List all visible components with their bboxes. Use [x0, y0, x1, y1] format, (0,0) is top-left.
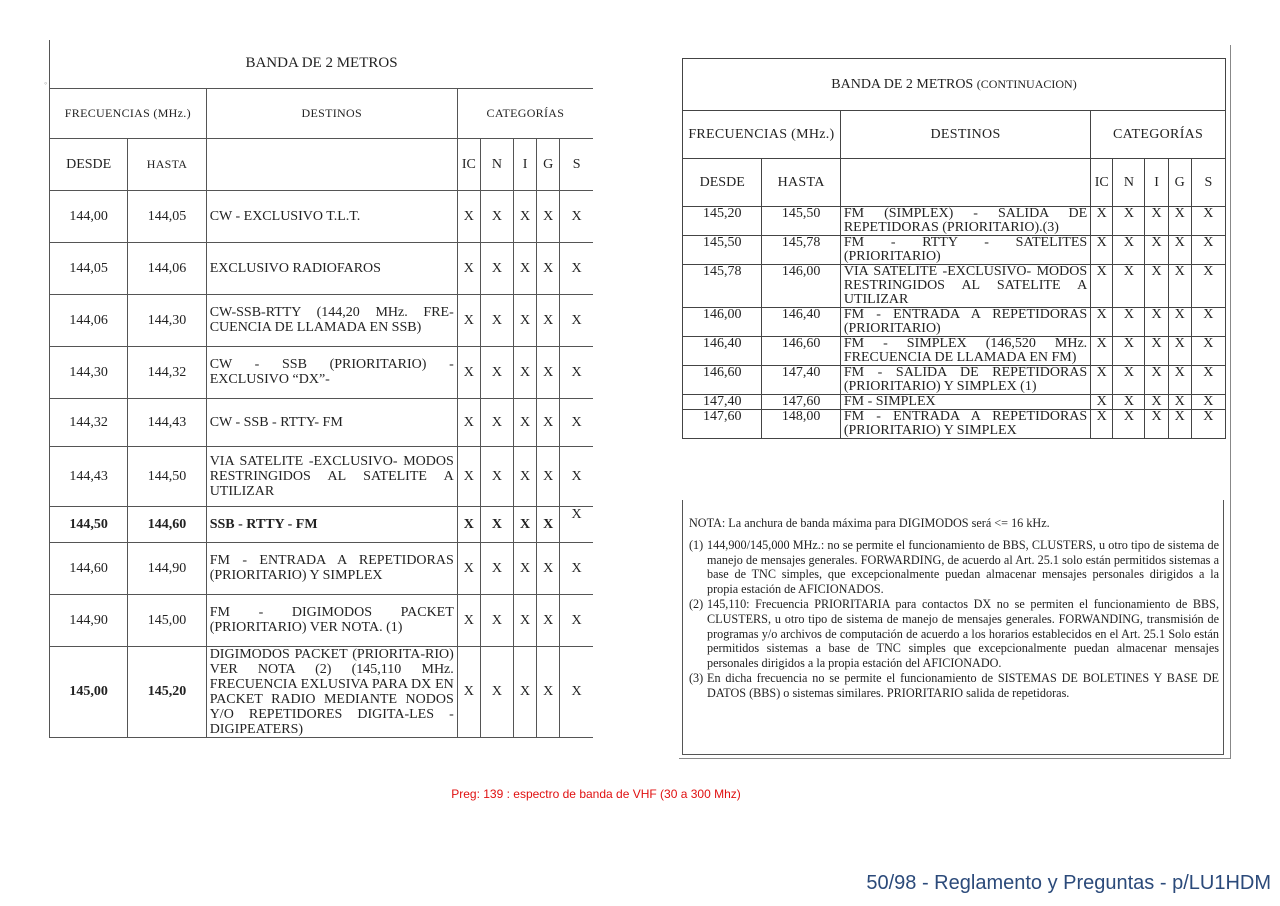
left-table-row: [50, 446, 594, 506]
row-cat-ic: X: [457, 646, 480, 737]
note-item: [689, 671, 1219, 701]
row-cat-n: X: [1113, 337, 1145, 366]
right-title-main: BANDA DE 2 METROS: [831, 77, 974, 92]
row-cat-i: X: [514, 506, 537, 542]
row-to: 146,60: [762, 337, 840, 366]
row-cat-n: X: [1113, 265, 1145, 308]
row-cat-g: X: [537, 646, 560, 737]
row-cat-ic: X: [457, 190, 480, 242]
row-cat-n: X: [1113, 236, 1145, 265]
row-from: 144,30: [50, 346, 128, 398]
row-cat-ic: X: [1091, 308, 1113, 337]
row-cat-ic: X: [457, 242, 480, 294]
row-to: 147,40: [762, 366, 840, 395]
row-cat-g: X: [537, 294, 560, 346]
note-general: NOTA: La anchura de banda máxima para DIGIMODOS será <= 16 kHz.: [689, 516, 1050, 530]
right-table-row: [683, 395, 1226, 410]
row-cat-s: X: [1191, 308, 1225, 337]
row-cat-i: X: [1145, 236, 1168, 265]
row-cat-s: X: [560, 294, 593, 346]
row-destination: DIGIMODOS PACKET (PRIORITA-RIO) VER NOTA (2) (145,110 MHz. FRECUENCIA EXLUSIVA PARA DX EN PACKET RADIO MEDIANTE NODOS Y/O REPETIDORES DIGITA-LES - DIGIPEATERS): [206, 646, 457, 737]
row-cat-g: X: [1168, 308, 1191, 337]
note-text: 145,110: Frecuencia PRIORITARIA para contactos DX no se permiten el funcionamiento de BBS, CLUSTERS, u otro tipo de sistema de manejo de mensajes generales. FORWANDING, transmisión de programas y/o archivos de computación de acuerdo a los horarios establecidos en el Art. 25.1 Solo están permitidos sistemas a base de TNC simples que excepcionalmente puedan almacenar mensajes personales dirigidos a la propia estación del AFICIONADO.: [707, 596, 1219, 671]
row-cat-n: X: [480, 646, 513, 737]
note-item: [689, 538, 1219, 597]
row-to: 144,05: [128, 190, 206, 242]
row-cat-ic: X: [1091, 366, 1113, 395]
note-number: (2): [689, 596, 704, 611]
row-cat-i: X: [514, 446, 537, 506]
row-cat-i: X: [1145, 265, 1168, 308]
row-cat-s: X: [560, 542, 593, 594]
left-header-i: I: [514, 138, 537, 190]
left-header-to: HASTA: [128, 138, 206, 190]
right-table-row: [683, 308, 1226, 337]
right-header-from: DESDE: [683, 159, 762, 207]
right-table-row: [683, 236, 1226, 265]
row-destination: EXCLUSIVO RADIOFAROS: [206, 242, 457, 294]
right-header-frequencies: FRECUENCIAS (MHz.): [683, 111, 841, 159]
row-cat-g: X: [1168, 265, 1191, 308]
row-cat-n: X: [480, 446, 513, 506]
right-header-to: HASTA: [762, 159, 840, 207]
row-cat-ic: X: [457, 542, 480, 594]
right-table-row: [683, 207, 1226, 236]
row-destination: FM - SALIDA DE REPETIDORAS (PRIORITARIO) Y SIMPLEX (1): [840, 366, 1090, 395]
row-cat-n: X: [480, 594, 513, 646]
right-title-suffix: (CONTINUACION): [976, 77, 1077, 91]
row-cat-s: X: [1191, 337, 1225, 366]
left-table-row: [50, 398, 594, 446]
row-cat-n: X: [1113, 366, 1145, 395]
row-cat-n: X: [480, 242, 513, 294]
row-cat-i: X: [1145, 395, 1168, 410]
row-from: 146,00: [683, 308, 762, 337]
row-cat-g: X: [537, 506, 560, 542]
row-cat-n: X: [480, 346, 513, 398]
right-table-row: [683, 410, 1226, 439]
row-cat-g: X: [537, 242, 560, 294]
row-cat-n: X: [480, 506, 513, 542]
row-cat-i: X: [514, 294, 537, 346]
row-cat-n: X: [1113, 395, 1145, 410]
left-header-g: G: [537, 138, 560, 190]
right-header-categories: CATEGORÍAS: [1091, 111, 1226, 159]
row-cat-g: X: [1168, 410, 1191, 439]
note-number: (3): [689, 670, 704, 685]
left-header-destinations: DESTINOS: [206, 88, 457, 138]
note-text: En dicha frecuencia no se permite el funcionamiento de SISTEMAS DE BOLETINES Y BASE DE DATOS (BBS) o sistemas similares. PRIORITARIO salida de repetidoras.: [707, 670, 1219, 700]
row-cat-s: X: [1191, 366, 1225, 395]
right-header-blank: [840, 159, 1090, 207]
page-footer: 50/98 - Reglamento y Preguntas - p/LU1HDM: [866, 872, 1271, 894]
row-cat-i: X: [1145, 366, 1168, 395]
left-table-row: [50, 190, 594, 242]
row-cat-ic: X: [1091, 207, 1113, 236]
row-cat-n: X: [1113, 308, 1145, 337]
left-table-row: [50, 506, 594, 542]
row-cat-g: X: [1168, 236, 1191, 265]
row-to: 144,32: [128, 346, 206, 398]
right-header-n: N: [1113, 159, 1145, 207]
row-cat-ic: X: [457, 398, 480, 446]
row-destination: FM - ENTRADA A REPETIDORAS (PRIORITARIO) Y SIMPLEX: [206, 542, 457, 594]
row-destination: CW - SSB - RTTY- FM: [206, 398, 457, 446]
row-cat-i: X: [514, 346, 537, 398]
row-from: 146,40: [683, 337, 762, 366]
row-cat-i: X: [514, 242, 537, 294]
row-from: 147,60: [683, 410, 762, 439]
row-to: 144,50: [128, 446, 206, 506]
row-cat-i: X: [514, 594, 537, 646]
row-to: 144,06: [128, 242, 206, 294]
left-table-row: [50, 346, 594, 398]
left-header-from: DESDE: [50, 138, 128, 190]
left-header-blank: [206, 138, 457, 190]
row-cat-s: X: [560, 242, 593, 294]
row-to: 144,30: [128, 294, 206, 346]
row-cat-g: X: [537, 446, 560, 506]
row-destination: CW - EXCLUSIVO T.L.T.: [206, 190, 457, 242]
row-cat-g: X: [537, 398, 560, 446]
row-cat-ic: X: [1091, 337, 1113, 366]
row-destination: FM - ENTRADA A REPETIDORAS (PRIORITARIO) Y SIMPLEX: [840, 410, 1090, 439]
row-from: 147,40: [683, 395, 762, 410]
row-cat-s: X: [1191, 410, 1225, 439]
notes-list: [689, 538, 1219, 701]
row-cat-n: X: [1113, 410, 1145, 439]
row-cat-n: X: [1113, 207, 1145, 236]
row-from: 144,00: [50, 190, 128, 242]
left-header-s: S: [560, 138, 593, 190]
row-from: 144,90: [50, 594, 128, 646]
row-cat-n: X: [480, 398, 513, 446]
row-cat-i: X: [1145, 207, 1168, 236]
note-text: 144,900/145,000 MHz.: no se permite el funcionamiento de BBS, CLUSTERS, u otro tipo de sistema de manejo de mensajes generales. FORWARDING, de acuerdo al Art. 25.1 solo están permitidos sistemas a base de TNC simples, que excepcionalmente puedan almacenar mensajes personales dirigidos a la propia estación de AFICIONADOS.: [707, 537, 1219, 597]
note-item: [689, 597, 1219, 671]
row-cat-g: X: [1168, 337, 1191, 366]
left-table-row: [50, 594, 594, 646]
row-from: 144,05: [50, 242, 128, 294]
row-cat-ic: X: [457, 446, 480, 506]
row-cat-s: X: [1191, 395, 1225, 410]
row-cat-s: X: [560, 646, 593, 737]
right-table-row: [683, 337, 1226, 366]
row-from: 146,60: [683, 366, 762, 395]
row-cat-ic: X: [457, 294, 480, 346]
row-cat-i: X: [1145, 410, 1168, 439]
row-destination: FM - SIMPLEX: [840, 395, 1090, 410]
right-header-ic: IC: [1091, 159, 1113, 207]
row-cat-g: X: [1168, 366, 1191, 395]
row-cat-g: X: [537, 346, 560, 398]
question-caption: Preg: 139 : espectro de banda de VHF (30 a 300 Mhz): [451, 787, 741, 801]
left-table-row: [50, 242, 594, 294]
right-table-row: [683, 265, 1226, 308]
left-table-row: [50, 542, 594, 594]
row-to: 145,00: [128, 594, 206, 646]
row-cat-i: X: [514, 542, 537, 594]
row-from: 145,00: [50, 646, 128, 737]
row-cat-s: X: [560, 446, 593, 506]
row-cat-ic: X: [457, 594, 480, 646]
left-header-categories: CATEGORÍAS: [457, 88, 593, 138]
row-cat-s: X: [560, 190, 593, 242]
right-header-s: S: [1191, 159, 1225, 207]
row-to: 144,90: [128, 542, 206, 594]
row-from: 144,06: [50, 294, 128, 346]
row-cat-s: X: [560, 346, 593, 398]
row-destination: FM - DIGIMODOS PACKET (PRIORITARIO) VER NOTA. (1): [206, 594, 457, 646]
row-cat-ic: X: [1091, 265, 1113, 308]
row-to: 147,60: [762, 395, 840, 410]
row-cat-ic: X: [457, 506, 480, 542]
row-destination: VIA SATELITE -EXCLUSIVO- MODOS RESTRINGIDOS AL SATELITE A UTILIZAR: [206, 446, 457, 506]
row-to: 144,60: [128, 506, 206, 542]
row-cat-s: X: [1191, 207, 1225, 236]
row-from: 144,43: [50, 446, 128, 506]
row-destination: FM - RTTY - SATELITES (PRIORITARIO): [840, 236, 1090, 265]
right-band-table: [682, 58, 1226, 439]
row-cat-g: X: [1168, 395, 1191, 410]
row-cat-n: X: [480, 294, 513, 346]
left-table-row: [50, 294, 594, 346]
row-cat-i: X: [1145, 337, 1168, 366]
row-cat-ic: X: [1091, 410, 1113, 439]
row-cat-s: X: [560, 594, 593, 646]
row-cat-g: X: [537, 542, 560, 594]
row-to: 145,78: [762, 236, 840, 265]
row-destination: FM (SIMPLEX) - SALIDA DE REPETIDORAS (PRIORITARIO).(3): [840, 207, 1090, 236]
notes-section: [682, 500, 1224, 755]
row-cat-g: X: [537, 190, 560, 242]
row-from: 144,50: [50, 506, 128, 542]
right-header-i: I: [1145, 159, 1168, 207]
left-band-table: [49, 40, 593, 738]
row-destination: FM - ENTRADA A REPETIDORAS (PRIORITARIO): [840, 308, 1090, 337]
right-header-g: G: [1168, 159, 1191, 207]
row-from: 144,60: [50, 542, 128, 594]
row-cat-i: X: [514, 646, 537, 737]
row-from: 145,78: [683, 265, 762, 308]
row-cat-i: X: [514, 190, 537, 242]
row-to: 148,00: [762, 410, 840, 439]
left-header-ic: IC: [457, 138, 480, 190]
left-table-row: [50, 646, 594, 737]
row-cat-ic: X: [1091, 395, 1113, 410]
row-cat-g: X: [537, 594, 560, 646]
left-header-frequencies: FRECUENCIAS (MHz.): [50, 88, 207, 138]
row-cat-n: X: [480, 542, 513, 594]
row-destination: SSB - RTTY - FM: [206, 506, 457, 542]
row-to: 146,40: [762, 308, 840, 337]
left-header-n: N: [480, 138, 513, 190]
row-destination: VIA SATELITE -EXCLUSIVO- MODOS RESTRINGIDOS AL SATELITE A UTILIZAR: [840, 265, 1090, 308]
row-from: 144,32: [50, 398, 128, 446]
row-cat-n: X: [480, 190, 513, 242]
right-table-title: [683, 59, 1226, 111]
row-to: 145,50: [762, 207, 840, 236]
note-number: (1): [689, 537, 704, 552]
row-cat-ic: X: [457, 346, 480, 398]
row-to: 144,43: [128, 398, 206, 446]
row-cat-ic: X: [1091, 236, 1113, 265]
row-cat-s: X: [560, 506, 593, 542]
row-cat-i: X: [1145, 308, 1168, 337]
row-to: 146,00: [762, 265, 840, 308]
row-destination: FM - SIMPLEX (146,520 MHz. FRECUENCIA DE LLAMADA EN FM): [840, 337, 1090, 366]
left-table-title: BANDA DE 2 METROS: [50, 40, 594, 88]
row-destination: CW-SSB-RTTY (144,20 MHz. FRE-CUENCIA DE LLAMADA EN SSB): [206, 294, 457, 346]
margin-mark: ◦: [44, 78, 48, 88]
row-cat-s: X: [1191, 265, 1225, 308]
row-cat-g: X: [1168, 207, 1191, 236]
row-destination: CW - SSB (PRIORITARIO) - EXCLUSIVO “DX”-: [206, 346, 457, 398]
right-table-row: [683, 366, 1226, 395]
row-from: 145,50: [683, 236, 762, 265]
row-cat-s: X: [1191, 236, 1225, 265]
row-cat-s: X: [560, 398, 593, 446]
row-to: 145,20: [128, 646, 206, 737]
row-cat-i: X: [514, 398, 537, 446]
right-header-destinations: DESTINOS: [840, 111, 1090, 159]
row-from: 145,20: [683, 207, 762, 236]
